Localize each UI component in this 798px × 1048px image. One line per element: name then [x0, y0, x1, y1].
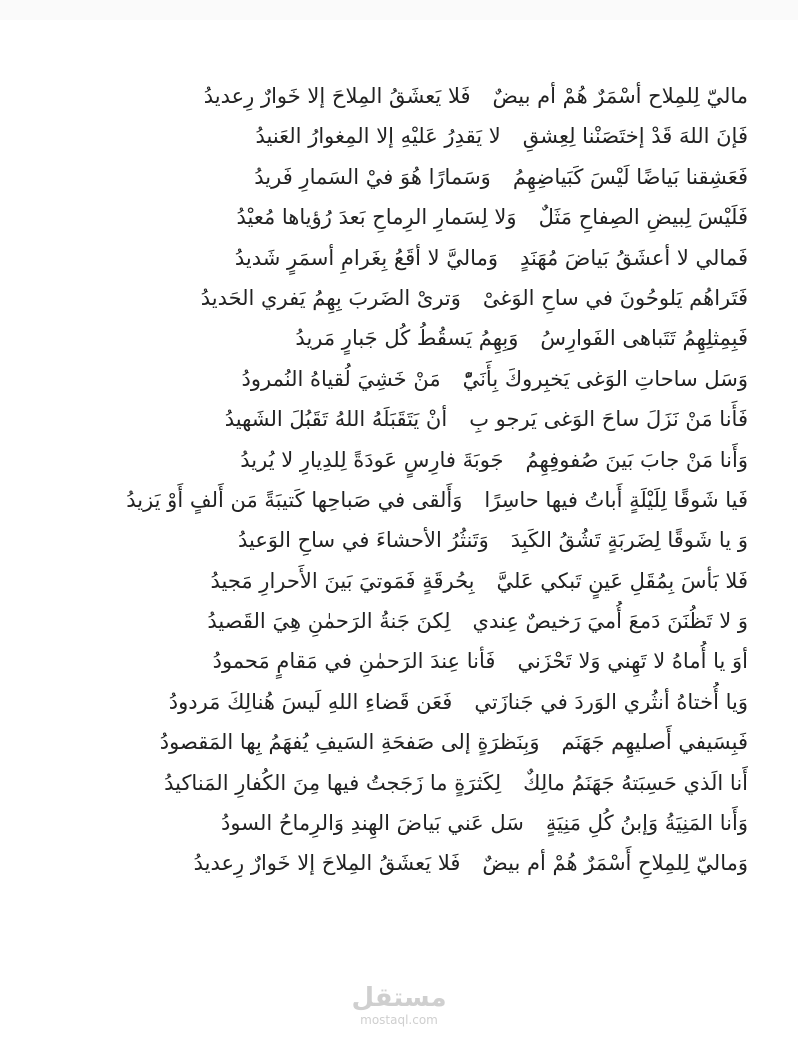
verse-first-hemistich: أَنا الَذي حَسِبَتهُ جَهَنَمُ مالِكٌ [523, 770, 748, 795]
verse-line [48, 601, 748, 641]
verse-first-hemistich: وَيا أُختاهُ أنثُري الوَردَ في جَنازَتي [474, 689, 748, 714]
verse-first-hemistich: وَ يا شَوقًا لِضَربَةٍ تَشُقُ الكَبِدَ [510, 528, 748, 553]
verse-second-hemistich: وَترىْ الضَربَ بِهِمُ يَفري الحَديدُ [200, 285, 461, 310]
verse-second-hemistich: جَوبَةَ فارِسٍ عَودَةً لِلدِيارِ لا يُريدُ [240, 447, 504, 472]
verse-first-hemistich: وَسَل ساحاتِ الوَغى يَخبِروكَ بِأَنَيّْ [462, 366, 748, 391]
verse-line [48, 116, 748, 156]
verse-line [48, 399, 748, 439]
verse-second-hemistich: وَبِنَظرَةٍ إلى صَفحَةِ السَيفِ يُفهَمُ بِها المَقصودُ [159, 730, 540, 755]
verse-line [48, 641, 748, 681]
verse-second-hemistich: وَتَنثُرُ الأحشاءَ في ساحِ الوَعيدُ [237, 528, 489, 553]
verse-line [48, 197, 748, 237]
verse-line [48, 480, 748, 520]
verse-line [48, 157, 748, 197]
verse-first-hemistich: فَعَشِقنا بَياضًا لَيْسَ كَبَياضِهِمُ [512, 164, 748, 189]
verse-second-hemistich: بِحُرقَةٍ فَمَوتيَ بَينَ الأَحرارِ مَجيدُ [210, 568, 475, 593]
verse-second-hemistich: فَعَن قَضاءِ اللهِ لَيسَ هُنالِكَ مَردودُ [168, 689, 453, 714]
verse-second-hemistich: لِكَثرَةٍ ما زَجَجتُ فيها مِنَ الكُفارِ المَناكيدُ [164, 770, 502, 795]
verse-line [48, 520, 748, 560]
verse-line [48, 76, 748, 116]
verse-line [48, 682, 748, 722]
verse-line [48, 843, 748, 883]
verse-first-hemistich: أوَ يا أُماهُ لا تَهِني وَلا تَحْزَني [517, 649, 748, 674]
verse-first-hemistich: فَأَنا مَنْ نَزَلَ ساحَ الوَغى يَرجو بِ [469, 407, 748, 432]
verse-second-hemistich: لِكنَ جَنةُ الرَحمٰنِ هِيَ القَصيدُ [207, 609, 451, 634]
verse-second-hemistich: أنْ يَتَقَبَلَهُ اللهُ تَقَبُلَ الشَهيدُ [224, 407, 448, 432]
verse-first-hemistich: وَأَنا المَنِيَةُ وَإبنُ كُلِ مَنِيَةٍ [545, 811, 748, 836]
watermark [0, 983, 798, 1027]
verse-second-hemistich: فَلا يَعشَقُ المِلاحَ إلا خَوارٌ رِعديدُ [193, 851, 461, 876]
verse-first-hemistich: فَإنَ اللهَ قَدْ إختَصَنْنا لِعِشقِ [522, 124, 748, 149]
verse-first-hemistich: وَماليّ لِلمِلاحِ أَسْمَرٌ هُمْ أم بيضٌ [482, 851, 748, 876]
verse-second-hemistich: وَبِهِمُ يَسقُطُ كُل جَبارٍ مَريدُ [295, 326, 519, 351]
watermark-domain: mostaql.com [360, 1013, 438, 1027]
verse-second-hemistich: مَنْ خَشِيَ لُقياهُ النُمرودُ [241, 366, 441, 391]
verse-first-hemistich: فَتَراهُم يَلوحُونَ في ساحِ الوَغىْ [482, 285, 748, 310]
verse-first-hemistich: وَ لا تَظُنَنَ دَمعَ أُميَ رَخيصٌ عِندي [472, 609, 748, 634]
verse-line [48, 440, 748, 480]
verse-second-hemistich: وَماليَّ لا أقَعُ بِغَرامِ أسمَرٍ شَديدُ [234, 245, 498, 270]
verse-second-hemistich: وَأَلقى في صَباحِها كَتيبَةً مَن أَلفٍ أَوْ يَزيدُ [126, 487, 463, 512]
verse-first-hemistich: وَأَنا مَنْ جابَ بَينَ صُفوفِهِمُ [525, 447, 748, 472]
verse-second-hemistich: فَلا يَعشَقُ المِلاحَ إلا خَوارٌ رِعديدُ [203, 84, 471, 108]
verse-line [48, 561, 748, 601]
verse-second-hemistich: وَلا لِسَمارِ الرِماحِ بَعدَ رُؤياها مُعيْدُ [236, 205, 517, 230]
verse-line [48, 803, 748, 843]
verse-line [48, 318, 748, 358]
verse-first-hemistich: فَبِمِثلِهِمُ تَتَباهى الفَوارِسُ [540, 326, 748, 351]
verse-line [48, 763, 748, 803]
verse-line [48, 722, 748, 762]
verse-first-hemistich: ماليّ لِلمِلاح أسْمَرٌ هُمْ أم بيضٌ [492, 84, 748, 108]
verse-line [48, 359, 748, 399]
verse-second-hemistich: لا يَقدِرُ عَليْهِ إلا المِغوارُ العَنيدُ [255, 124, 501, 149]
verse-second-hemistich: سَل عَني بَياضَ الهِندِ وَالرِماحُ السودُ [221, 811, 524, 836]
verse-first-hemistich: فَيا شَوقًا لِلَيْلَةٍ أَباتُ فيها حاسِرًا [484, 487, 748, 512]
verse-first-hemistich: فَلَيْسَ لِبيضِ الصِفاحِ مَثَلٌ [538, 205, 748, 230]
verse-first-hemistich: فَمالي لا أعشَقُ بَياضَ مُهَنَدٍ [519, 245, 748, 270]
verse-first-hemistich: فَبِسَيفي أَصليهِم جَهَنَم [561, 730, 748, 755]
verse-first-hemistich: فَلا بَأسَ بِمُقَلِ عَينٍ تَبكي عَليَّ [496, 568, 748, 593]
top-bar [0, 0, 798, 20]
watermark-logo-text: مستقل [351, 983, 447, 1013]
verse-line [48, 278, 748, 318]
verse-line [48, 238, 748, 278]
verse-second-hemistich: وَسَمارًا هُوَ فيْ السَمارِ فَريدُ [254, 164, 491, 189]
verse-second-hemistich: فَأنا عِندَ الرَحمٰنِ في مَقامٍ مَحمودُ [212, 649, 496, 674]
poem [48, 76, 748, 884]
